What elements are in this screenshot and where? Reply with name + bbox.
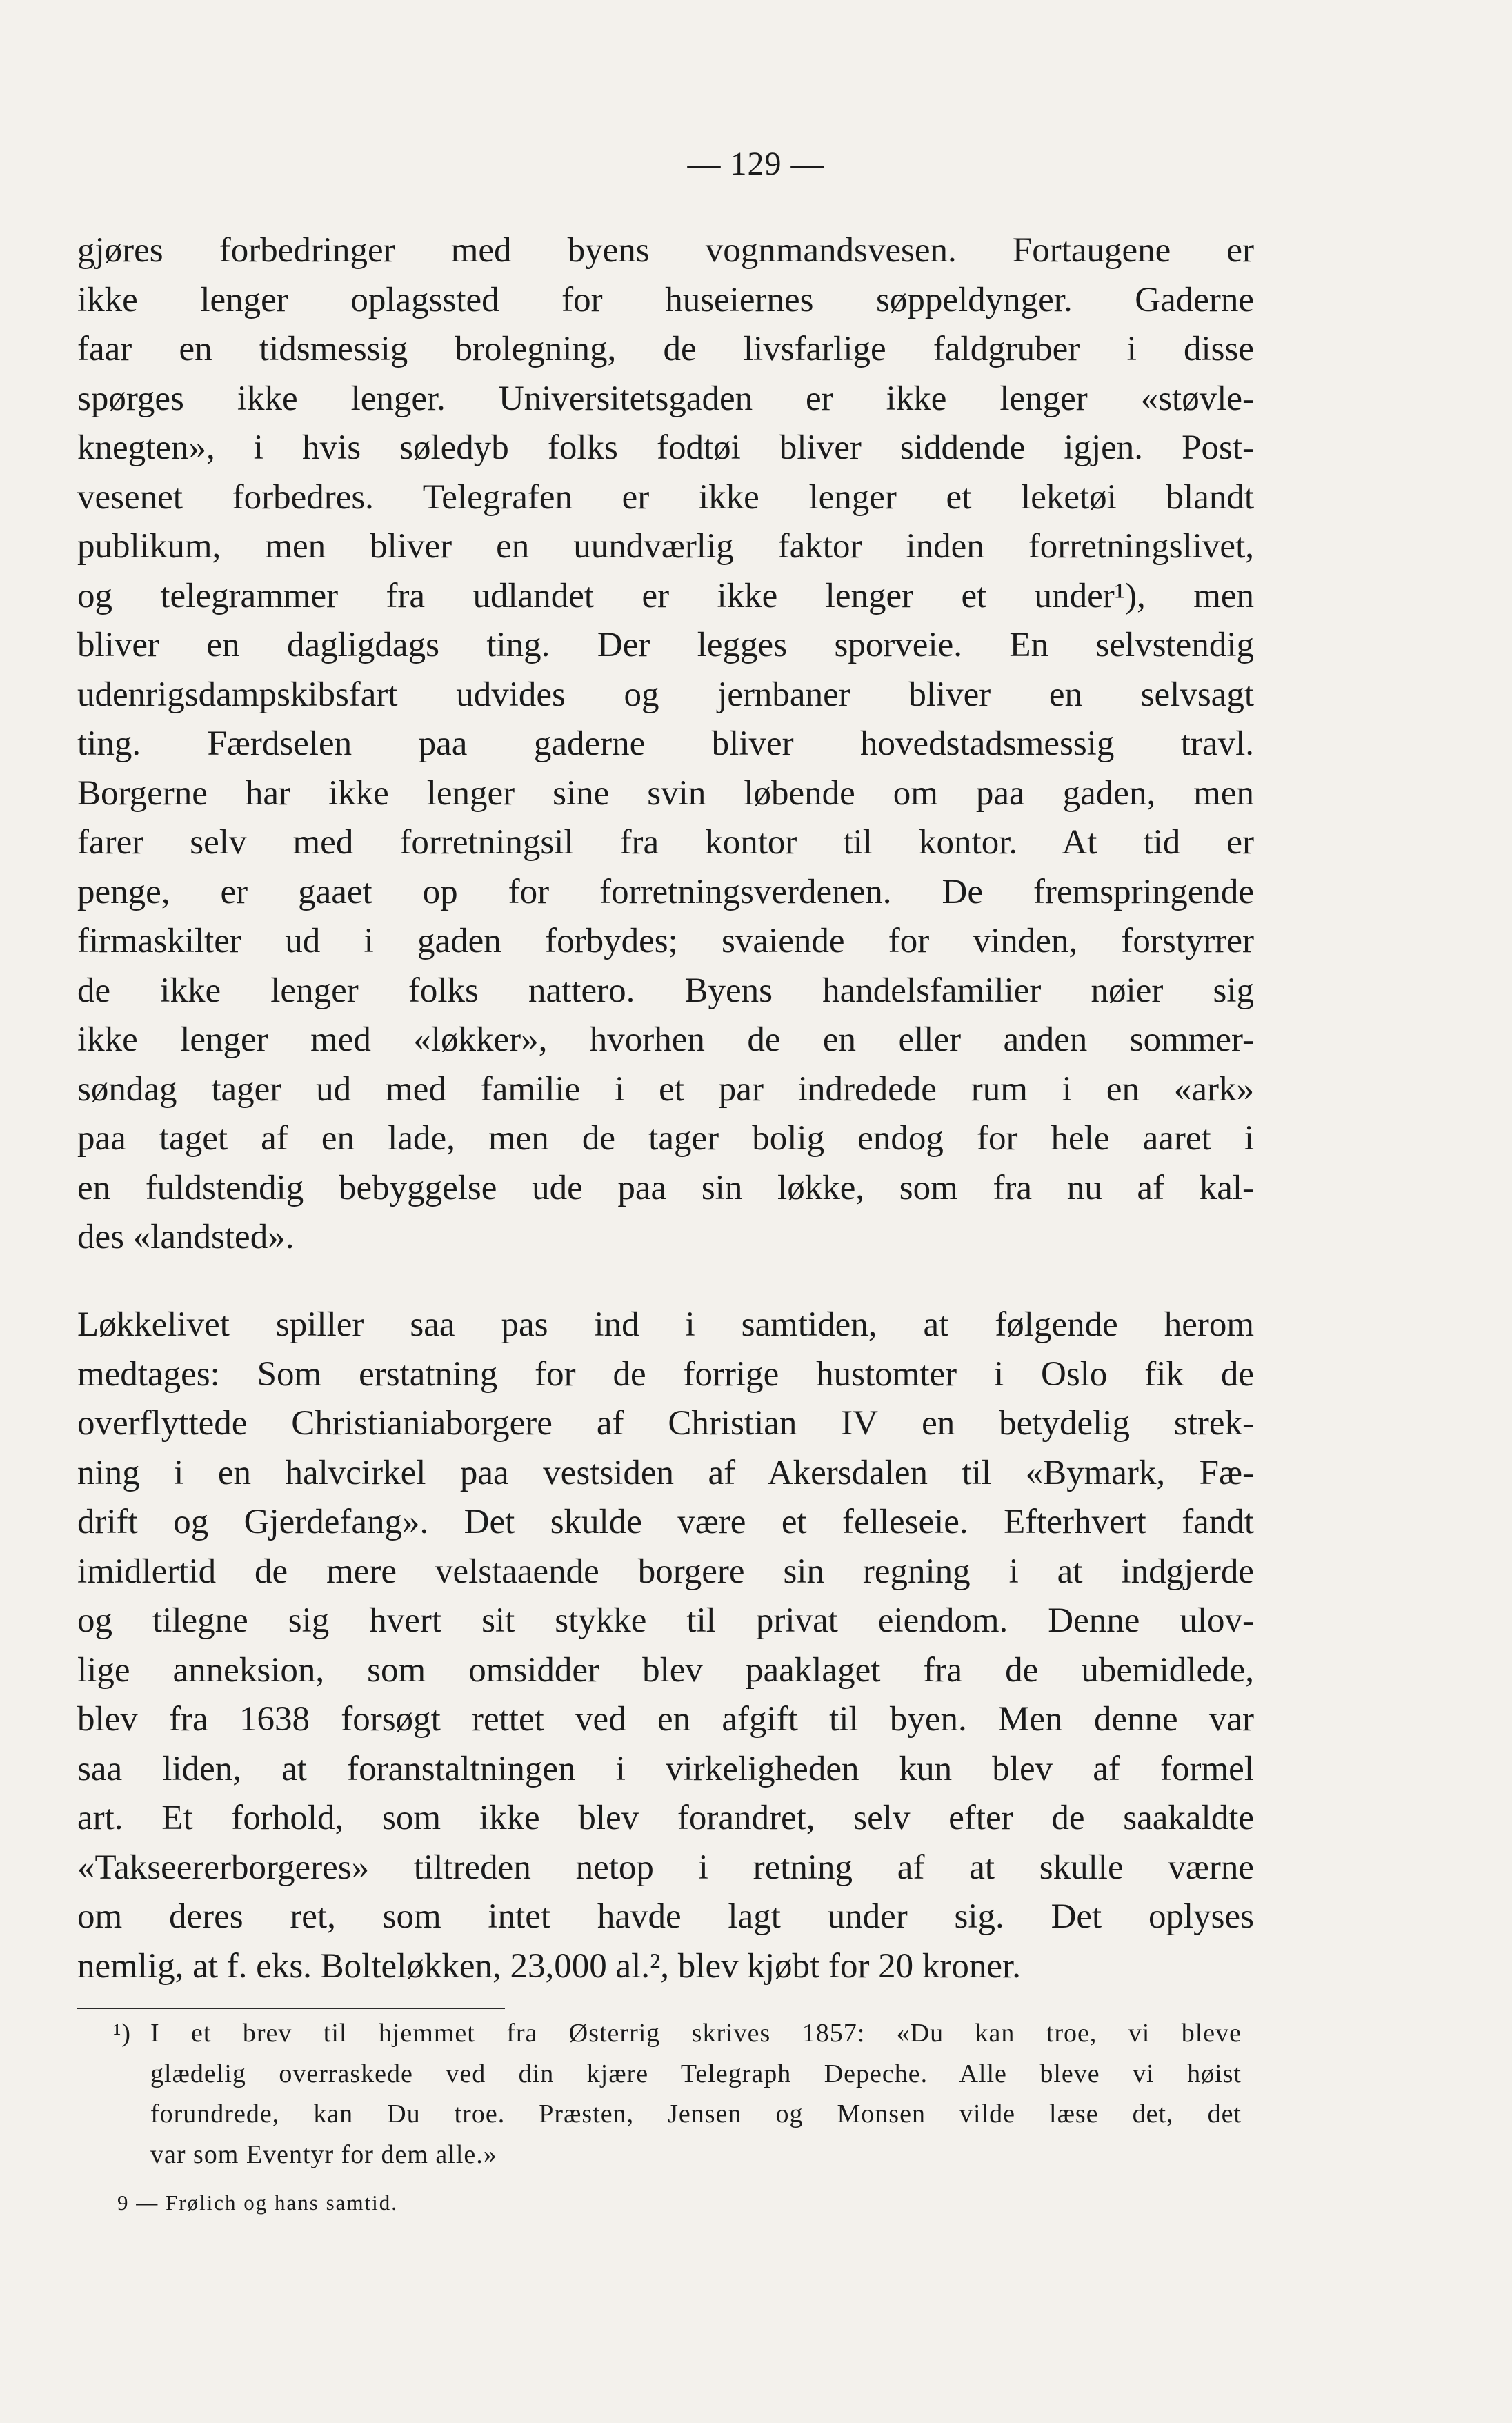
text-line: blev fra 1638 forsøgt rettet ved en afgift til byen. Men denne var <box>77 1700 1254 1739</box>
text-line: de ikke lenger folks nattero. Byens handelsfamilier nøier sig <box>77 971 1254 1010</box>
text-line: bliver en dagligdags ting. Der legges sporveie. En selvstendig <box>77 626 1254 664</box>
text-line: I et brev til hjemmet fra Østerrig skrives 1857: «Du kan troe, vi bleve <box>150 2019 1242 2048</box>
text-line: Borgerne har ikke lenger sine svin løbende om paa gaden, men <box>77 773 1254 813</box>
text-line: Løkkelivet spiller saa pas ind i samtiden, at følgende herom <box>77 1305 1254 1344</box>
text-line: knegten», i hvis søledyb folks fodtøi bliver siddende igjen. Post- <box>77 428 1254 467</box>
paragraph-2 <box>77 1300 1254 1991</box>
text-line: «Takseererborgeres» tiltreden netop i retning af at skulle værne <box>77 1848 1254 1887</box>
text-line: var som Eventyr for dem alle.» <box>150 2139 497 2169</box>
text-line: overflyttede Christianiaborgere af Christian IV en betydelig strek- <box>77 1404 1254 1443</box>
text-line: og tilegne sig hvert sit stykke til privat eiendom. Denne ulov- <box>77 1601 1254 1640</box>
signature-line: 9 — Frølich og hans samtid. <box>117 2190 399 2215</box>
text-line: faar en tidsmessig brolegning, de livsfarlige faldgruber i disse <box>77 330 1254 368</box>
text-line: medtages: Som erstatning for de forrige hustomter i Oslo fik de <box>77 1354 1254 1394</box>
text-line: firmaskilter ud i gaden forbydes; svaiende for vinden, forstyrrer <box>77 922 1254 960</box>
text-line: drift og Gjerdefang». Det skulde være et felleseie. Efterhvert fandt <box>77 1503 1254 1541</box>
text-line: søndag tager ud med familie i et par indredede rum i en «ark» <box>77 1069 1254 1109</box>
page-number: — 129 — <box>687 146 825 182</box>
text-line: art. Et forhold, som ikke blev forandret, selv efter de saakaldte <box>77 1799 1254 1837</box>
text-line: vesenet forbedres. Telegrafen er ikke lenger et leketøi blandt <box>77 477 1254 517</box>
text-line: ikke lenger med «løkker», hvorhen de en eller anden sommer- <box>77 1020 1254 1059</box>
text-line: ning i en halvcirkel paa vestsiden af Akersdalen til «Bymark, Fæ- <box>77 1453 1254 1492</box>
text-line: farer selv med forretningsil fra kontor til kontor. At tid er <box>77 823 1254 862</box>
text-line: og telegrammer fra udlandet er ikke lenger et under¹), men <box>77 576 1254 615</box>
text-line: forundrede, kan Du troe. Præsten, Jensen og Monsen vilde læse det, det <box>150 2099 1242 2128</box>
text-line: spørges ikke lenger. Universitetsgaden er ikke lenger «støvle- <box>77 379 1254 418</box>
text-line: lige anneksion, som omsidder blev paaklaget fra de ubemidlede, <box>77 1650 1254 1690</box>
text-line: imidlertid de mere velstaaende borgere sin regning i at indgjerde <box>77 1552 1254 1591</box>
text-line: glædelig overraskede ved din kjære Telegraph Depeche. Alle bleve vi høist <box>150 2059 1242 2088</box>
text-line: udenrigsdampskibsfart udvides og jernbaner bliver en selvsagt <box>77 675 1254 714</box>
text-line: ikke lenger oplagssted for huseiernes søppeldynger. Gaderne <box>77 280 1254 319</box>
text-line: paa taget af en lade, men de tager bolig endog for hele aaret i <box>77 1119 1254 1158</box>
text-line: gjøres forbedringer med byens vognmandsvesen. Fortaugene er <box>77 231 1254 270</box>
footnote <box>113 2013 1242 2175</box>
text-line: saa liden, at foranstaltningen i virkeligheden kun blev af formel <box>77 1749 1254 1788</box>
text-line: ting. Færdselen paa gaderne bliver hovedstadsmessig travl. <box>77 724 1254 763</box>
text-line: en fuldstendig bebyggelse ude paa sin løkke, som fra nu af kal- <box>77 1168 1254 1207</box>
paragraph-1 <box>77 226 1254 1263</box>
text-line: nemlig, at f. eks. Bolteløkken, 23,000 al.², blev kjøbt for 20 kroner. <box>77 1946 1021 1986</box>
text-line: des «landsted». <box>77 1218 295 1256</box>
text-line: penge, er gaaet op for forretningsverdenen. De fremspringende <box>77 872 1254 911</box>
text-line: om deres ret, som intet havde lagt under sig. Det oplyses <box>77 1897 1254 1936</box>
text-line: publikum, men bliver en uundværlig faktor inden forretningslivet, <box>77 527 1254 566</box>
footnote-marker: ¹) <box>113 2019 132 2048</box>
footnote-divider <box>77 2008 505 2009</box>
